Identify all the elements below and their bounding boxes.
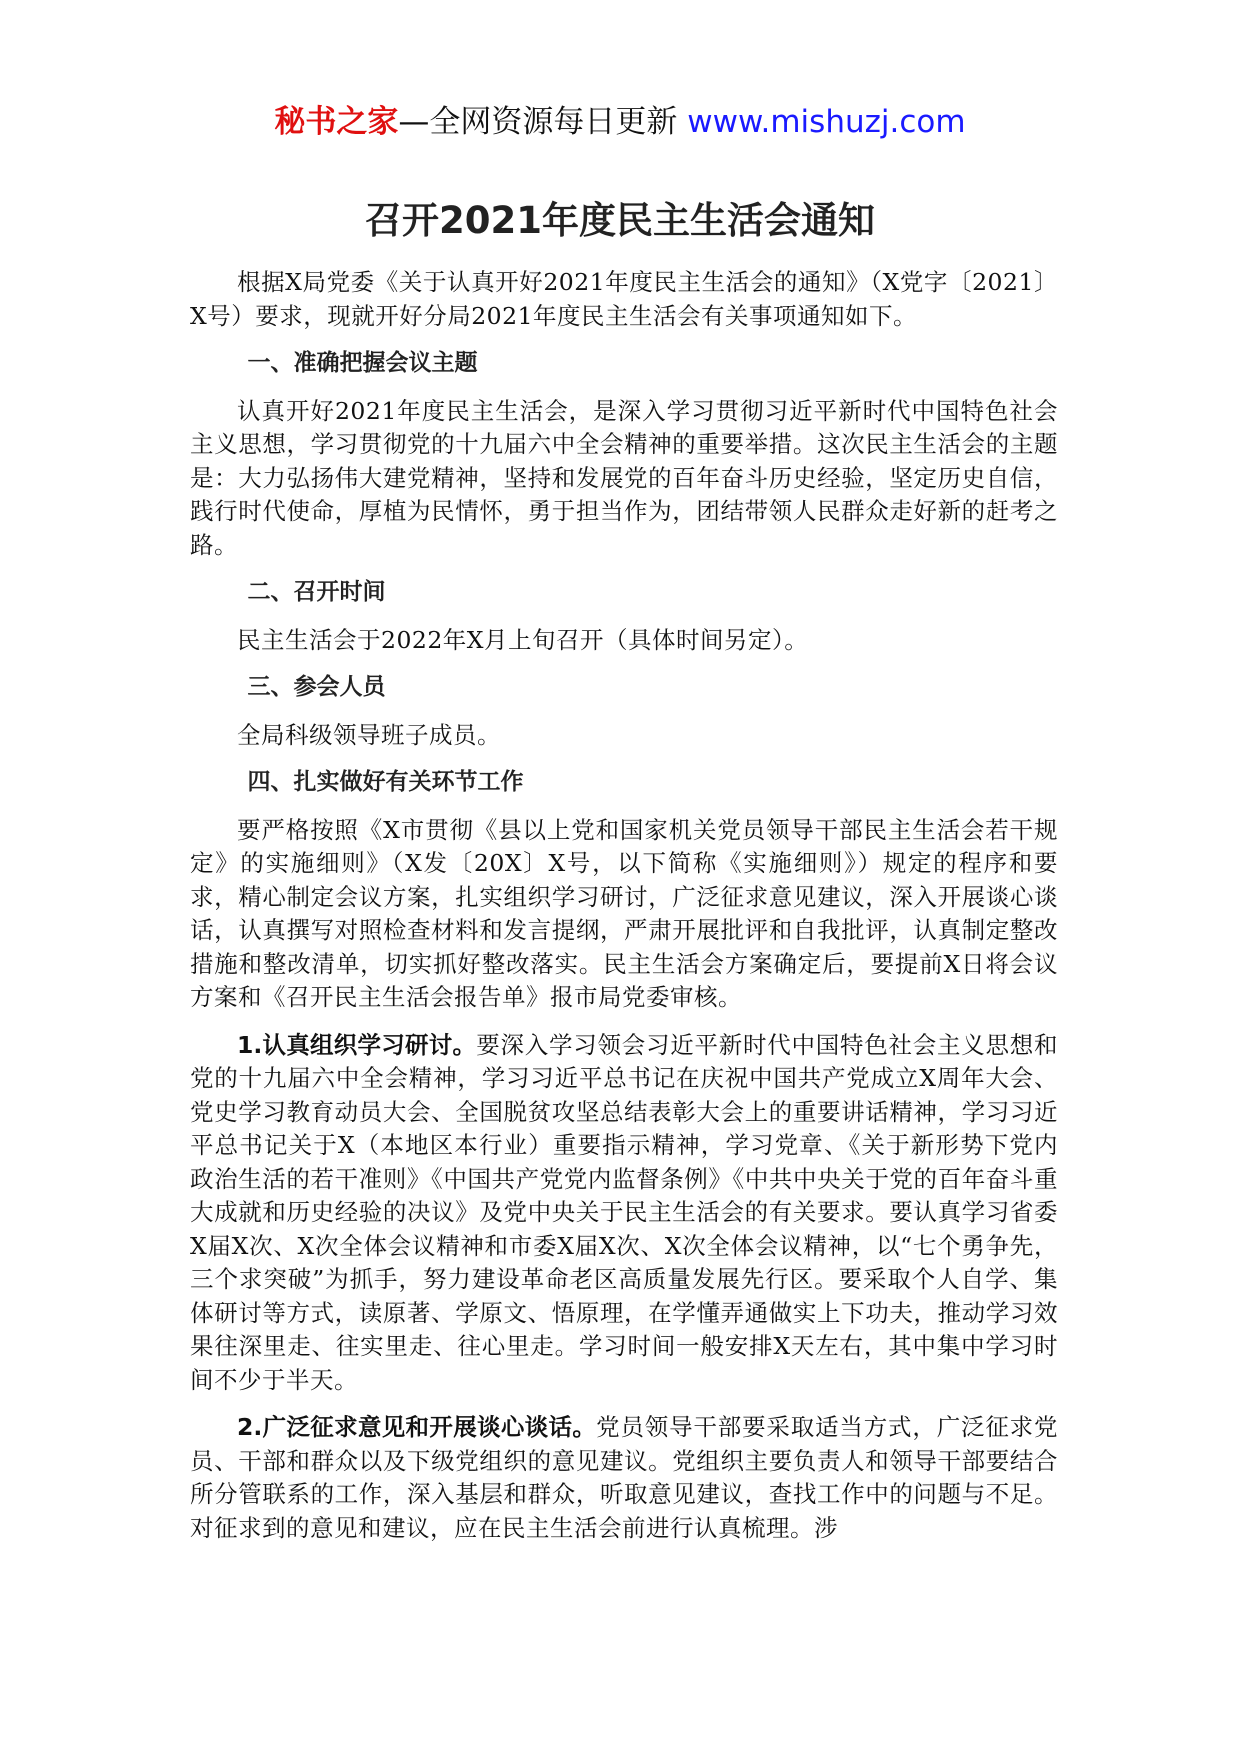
document-title: 召开2021年度民主生活会通知 [365,199,875,242]
document-body [190,266,1058,1545]
section-heading-3: 三、参会人员 [247,674,386,700]
item-text-2: 党员领导干部要采取适当方式，广泛征求党员、干部和群众以及下级党组织的意见建议。党组织主要负责人和领导干部要结合所分管联系的工作，深入基层和群众，听取意见建议，查找工作中的问题与不足。对征求到的意见和建议，应在民主生活会前进行认真梳理。涉 [190,1413,1059,1542]
intro-paragraph: 根据X局党委《关于认真开好2021年度民主生活会的通知》（X党字〔2021〕X号）要求，现就开好分局2021年度民主生活会有关事项通知如下。 [190,268,1058,330]
item-text-1: 要深入学习领会习近平新时代中国特色社会主义思想和党的十九届六中全会精神，学习习近平总书记在庆祝中国共产党成立X周年大会、党史学习教育动员大会、全国脱贫攻坚总结表彰大会上的重要讲话精神，学习习近平总书记关于X（本地区本行业）重要指示精神，学习党章、《关于新形势下党内政治生活的若干准则》《中国共产党党内监督条例》《中共中央关于党的百年奋斗重大成就和历史经验的决议》及党中央关于民主生活会的有关要求。要认真学习省委X届X次、X次全体会议精神和市委X届X次、X次全体会议精神，以“七个勇争先，三个求突破”为抓手，努力建设革命老区高质量发展先行区。要采取个人自学、集体研讨等方式，读原著、学原文、悟原理，在学懂弄通做实上下功夫，推动学习效果往深里走、往实里走、往心里走。学习时间一般安排X天左右，其中集中学习时间不少于半天。 [190,1030,1059,1394]
section-heading-1: 一、准确把握会议主题 [247,350,478,376]
item-paragraph-1 [190,1029,1058,1398]
banner-url-link[interactable]: www.mishuzj.com [687,104,966,140]
item-paragraph-2 [190,1411,1058,1545]
section-body-3: 全局科级领导班子成员。 [237,720,501,749]
section-body-2: 民主生活会于2022年X月上旬召开（具体时间另定）。 [237,625,809,654]
site-banner [0,100,1240,144]
banner-brand: 秘书之家 [274,104,399,140]
banner-tagline: —全网资源每日更新 [398,104,688,140]
item-lead-2: 2.广泛征求意见和开展谈心谈话。 [237,1413,597,1441]
item-lead-1: 1.认真组织学习研讨。 [237,1030,477,1059]
section-body-1: 认真开好2021年度民主生活会，是深入学习贯彻习近平新时代中国特色社会主义思想，学习贯彻党的十九届六中全会精神的重要举措。这次民主生活会的主题是：大力弘扬伟大建党精神，坚持和发展党的百年奋斗历史经验，坚定历史自信，践行时代使命，厚植为民情怀，勇于担当作为，团结带领人民群众走好新的赶考之路。 [190,396,1058,559]
section-heading-4: 四、扎实做好有关环节工作 [247,769,524,795]
section-heading-2: 二、召开时间 [247,579,386,605]
section-body-4: 要严格按照《X市贯彻《县以上党和国家机关党员领导干部民主生活会若干规定》的实施细则》（X发〔20X〕X号，以下简称《实施细则》）规定的程序和要求，精心制定会议方案，扎实组织学习研讨，广泛征求意见建议，深入开展谈心谈话，认真撰写对照检查材料和发言提纲，严肃开展批评和自我批评，认真制定整改措施和整改清单，切实抓好整改落实。民主生活会方案确定后，要提前X日将会议方案和《召开民主生活会报告单》报市局党委审核。 [190,815,1058,1011]
